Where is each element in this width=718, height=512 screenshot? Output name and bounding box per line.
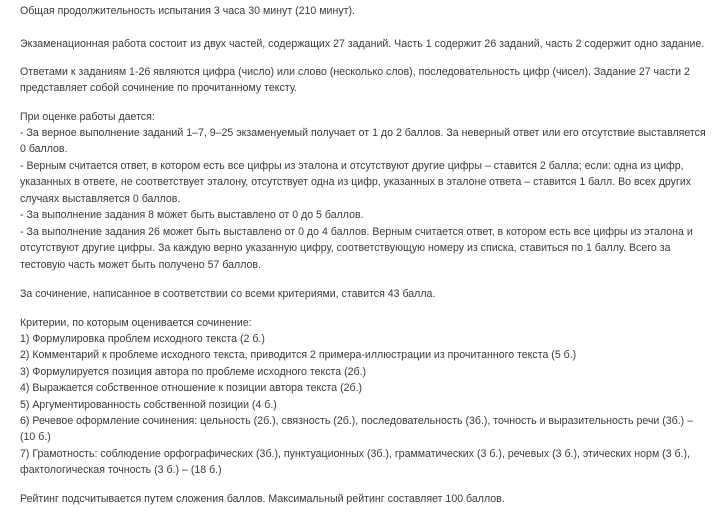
criteria-item-2: 2) Комментарий к проблеме исходного текста, приводится 2 примера-иллюстрации из прочитанного текста (5 б.) bbox=[20, 349, 577, 361]
criteria-item-5: 5) Аргументированность собственной позиции (4 б.) bbox=[20, 399, 277, 411]
scoring-line-9: тестовую часть может быть получено 57 баллов. bbox=[20, 259, 261, 271]
scoring-line-4: указанных в ответе, не соответствует эталону, отсутствует одна из цифр, указанных в эталоне ответа – ставится 1 балл. Во всех других bbox=[20, 176, 692, 188]
structure-text: Экзаменационная работа состоит из двух частей, содержащих 27 заданий. Часть 1 содержит 26 заданий, часть 2 содержит одно задание. bbox=[20, 38, 705, 50]
rating-text: Рейтинг подсчитывается путем сложения баллов. Максимальный рейтинг составляет 100 баллов. bbox=[20, 493, 505, 505]
scoring-line-2: 0 баллов. bbox=[20, 143, 68, 155]
scoring-line-3: - Верным считается ответ, в котором есть все цифры из эталона и отсутствуют другие цифры – ставится 2 балла; если: одна из цифр, bbox=[20, 160, 684, 172]
answers-line-2: представляет собой сочинение по прочитанному тексту. bbox=[20, 82, 297, 94]
criteria-item-1: 1) Формулировка проблем исходного текста (2 б.) bbox=[20, 333, 265, 345]
criteria-title: Критерии, по которым оценивается сочинение: bbox=[20, 317, 252, 329]
scoring-line-8: отсутствуют другие цифры. За каждую верно указанную цифру, соответствующую номеру из списка, ставиться по 1 баллу. Всего за bbox=[20, 242, 671, 254]
criteria-item-6-cont: (10 б.) bbox=[20, 431, 51, 443]
duration-text: Общая продолжительность испытания 3 часа 30 минут (210 минут). bbox=[20, 5, 355, 17]
answers-line-1: Ответами к заданиям 1-26 являются цифра (число) или слово (несколько слов), последовательность цифр (чисел). Задание 27 части 2 bbox=[20, 66, 690, 78]
scoring-line-1: - За верное выполнение заданий 1–7, 9–25 экзаменуемый получает от 1 до 2 баллов. За неверный ответ или его отсутствие выставляется bbox=[20, 127, 706, 139]
scoring-title: При оценке работы дается: bbox=[20, 111, 155, 123]
criteria-item-3: 3) Формулируется позиция автора по проблеме исходного текста (2б.) bbox=[20, 366, 367, 378]
scoring-line-5: случаях выставляется 0 баллов. bbox=[20, 193, 181, 205]
criteria-item-7: 7) Грамотность: соблюдение орфографических (3б.), пунктуационных (3б.), грамматических (3 б.), речевых (3 б.), этических норм (3 б.), bbox=[20, 448, 691, 460]
essay-text: За сочинение, написанное в соответствии со всеми критериями, ставится 43 балла. bbox=[20, 288, 436, 300]
criteria-item-6: 6) Речевое оформление сочинения: цельность (2б.), связность (2б.), последовательность (3б.), точность и выразительность речи (3б.) – bbox=[20, 415, 694, 427]
criteria-item-4: 4) Выражается собственное отношение к позиции автора текста (2б.) bbox=[20, 382, 363, 394]
scoring-line-7: - За выполнение задания 26 может быть выставлено от 0 до 4 баллов. Верным считается ответ, в котором есть все цифры из эталона и bbox=[20, 226, 693, 238]
criteria-item-7-cont: фактологическая точность (3 б.) – (18 б.) bbox=[20, 464, 222, 476]
scoring-line-6: - За выполнение задания 8 может быть выставлено от 0 до 5 баллов. bbox=[20, 209, 364, 221]
